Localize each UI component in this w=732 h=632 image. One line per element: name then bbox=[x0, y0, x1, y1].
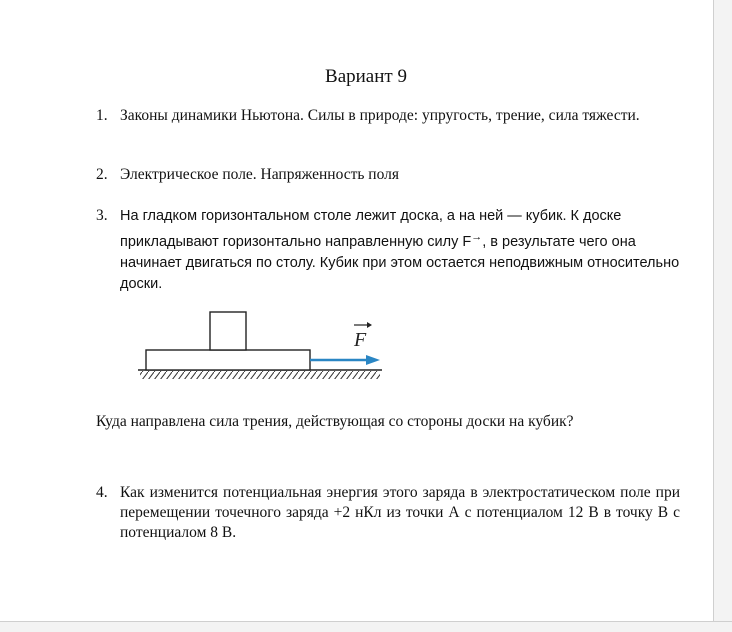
item-number: 4. bbox=[96, 484, 108, 501]
document-title: Вариант 9 bbox=[325, 66, 407, 87]
vector-mark: → bbox=[471, 231, 483, 243]
item-number: 3. bbox=[96, 207, 108, 224]
list-item bbox=[96, 106, 680, 126]
item-text bbox=[120, 206, 680, 295]
list-item bbox=[96, 165, 680, 185]
board bbox=[146, 350, 310, 370]
page-edge-right bbox=[713, 0, 732, 632]
item-text-before: На гладком горизонтальном столе лежит доска, а на ней — кубик. К доске прикладывают горизонтально направленную силу F bbox=[120, 208, 622, 250]
question-text: Куда направлена сила трения, действующая со стороны доски на кубик? bbox=[96, 413, 574, 430]
list-item bbox=[96, 483, 680, 543]
item-number: 2. bbox=[96, 166, 108, 183]
item-text: Электрическое поле. Напряженность поля bbox=[120, 166, 400, 183]
force-label: F bbox=[354, 329, 367, 351]
item-text: Законы динамики Ньютона. Силы в природе: упругость, трение, сила тяжести. bbox=[120, 107, 640, 124]
physics-figure bbox=[130, 308, 390, 380]
table-hatching bbox=[140, 371, 380, 379]
item-text: Как изменится потенциальная энергия этого заряда в электростатическом поле при перемещении точечного заряда +2 нКл из точки А с потенциалом 12 В в точку В с потенциалом 8 В. bbox=[120, 484, 680, 541]
item-number: 1. bbox=[96, 107, 108, 124]
cube bbox=[210, 312, 246, 350]
item-text-after: , в результате чего она начинает двигаться по столу. Кубик при этом остается неподвижным относительно доски. bbox=[120, 233, 680, 292]
page-edge-bottom bbox=[0, 621, 732, 632]
vector-arrowhead-icon bbox=[367, 322, 372, 328]
force-arrow-head bbox=[366, 355, 380, 365]
list-item bbox=[96, 206, 680, 295]
